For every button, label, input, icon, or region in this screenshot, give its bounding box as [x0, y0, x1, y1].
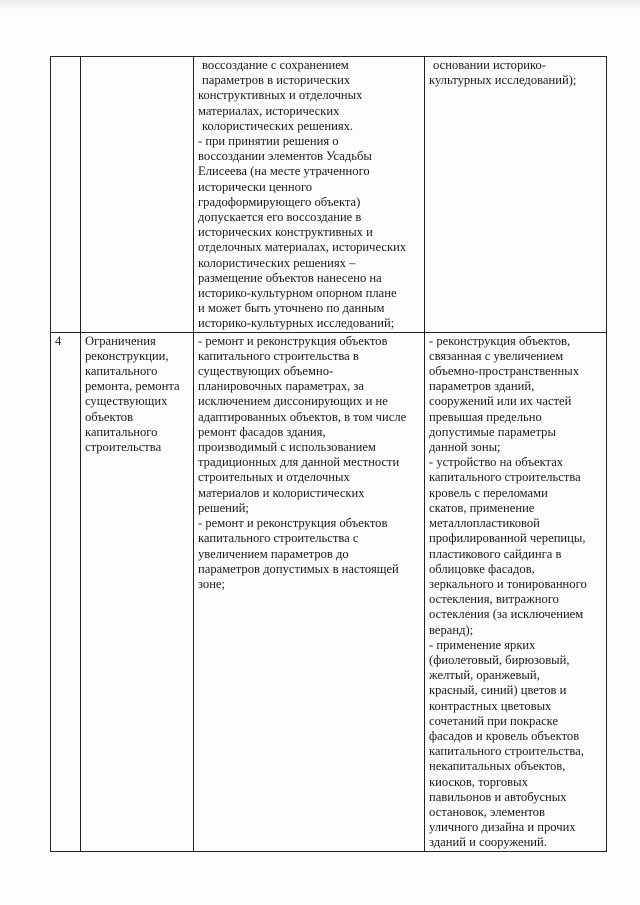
- text-line: Елисеева (на месте утраченного: [198, 164, 370, 179]
- text-line: веранд);: [429, 622, 474, 637]
- text-line: строительных и отделочных: [198, 470, 350, 485]
- text-line: строительства: [85, 440, 162, 455]
- text-line: капитального: [85, 364, 158, 379]
- text-line: планировочных параметрах, за: [198, 379, 364, 394]
- text-line: градоформирующего объекта): [198, 194, 361, 209]
- text-line: контрастных цветовых: [429, 698, 552, 713]
- text-line: желтый, оранжевый,: [429, 668, 540, 683]
- row-number-cell: [51, 57, 81, 333]
- text-line: капитального: [85, 424, 158, 439]
- text-line: исторически ценного: [198, 179, 313, 194]
- text-line: красный, синий) цветов и: [429, 683, 567, 698]
- text-line: пластикового сайдинга в: [429, 546, 562, 561]
- text-line: металлопластиковой: [429, 516, 540, 531]
- text-line: материалов и колористических: [198, 485, 365, 500]
- text-line: уличного дизайна и прочих: [429, 820, 576, 835]
- text-line: воссоздании элементов Усадьбы: [198, 149, 372, 164]
- text-line: объектов: [85, 409, 134, 424]
- text-line: - при принятии решения о: [198, 134, 339, 149]
- text-line: - устройство на объектах: [429, 455, 564, 470]
- text-line: исторических конструктивных и: [198, 225, 373, 240]
- text-line: допускается его воссоздание в: [198, 210, 362, 225]
- text-line: - ремонт и реконструкция объектов: [198, 333, 388, 348]
- text-line: историко-культурных исследований;: [198, 316, 395, 331]
- text-line: зеркального и тонированного: [429, 576, 587, 591]
- table-row-4: [51, 332, 607, 851]
- prohibited-cell: [425, 57, 607, 333]
- text-line: связанная с увеличением: [429, 348, 564, 363]
- text-line: зоне;: [198, 576, 226, 591]
- text-line: воссоздание с сохранением: [202, 58, 349, 72]
- text-line: профилированной черепицы,: [429, 531, 586, 546]
- text-line: решений;: [198, 500, 249, 515]
- text-line: сочетаний при покраске: [429, 713, 559, 728]
- text-line: объемно-пространственных: [429, 364, 580, 379]
- restriction-name-cell: [81, 57, 194, 333]
- text-line: капитального строительства,: [429, 744, 584, 759]
- text-line: скатов, применение: [429, 500, 535, 515]
- text-line: допустимые параметры: [429, 424, 556, 439]
- text-line: размещение объектов нанесено на: [198, 270, 382, 285]
- text-line: киосков, торговых: [429, 774, 528, 789]
- text-line: параметров зданий,: [429, 379, 535, 394]
- text-line: Ограничения: [85, 333, 156, 348]
- text-line: капитального строительства с: [198, 531, 359, 546]
- text-line: превышая предельно: [429, 409, 542, 424]
- table-row-continued: [51, 57, 607, 333]
- text-line: колористических решениях –: [198, 255, 356, 270]
- row-number-cell: [51, 332, 81, 851]
- text-line: традиционных для данной местности: [198, 455, 400, 470]
- text-line: облицовке фасадов,: [429, 561, 535, 576]
- scan-edge: [0, 0, 640, 10]
- text-line: ремонт фасадов здания,: [198, 424, 326, 439]
- text-line: сооружений или их частей: [429, 394, 572, 409]
- text-line: капитального строительства в: [198, 348, 359, 363]
- text-line: данной зоны;: [429, 440, 501, 455]
- restriction-name-cell: [81, 332, 194, 851]
- text-line: остекления (за исключением: [429, 607, 584, 622]
- text-line: увеличением параметров до: [198, 546, 349, 561]
- text-line: остановок, элементов: [429, 804, 545, 819]
- text-line: - ремонт и реконструкция объектов: [198, 516, 388, 531]
- text-line: некапитальных объектов,: [429, 759, 566, 774]
- text-line: историко-культурном опорном плане: [198, 286, 397, 301]
- text-line: существующих: [85, 394, 168, 409]
- text-line: и может быть уточнено по данным: [198, 301, 385, 316]
- text-line: культурных исследований);: [429, 73, 577, 88]
- text-line: - реконструкция объектов,: [429, 333, 571, 348]
- text-line: производимый с использованием: [198, 440, 376, 455]
- text-line: адаптированных объектов, в том числе: [198, 409, 407, 424]
- text-line: параметров в исторических: [202, 73, 351, 88]
- regulations-table: [50, 56, 607, 852]
- text-line: колористических решениях.: [202, 118, 354, 133]
- text-line: павильонов и автобусных: [429, 789, 567, 804]
- text-line: (фиолетовый, бирюзовый,: [429, 652, 570, 667]
- text-line: - применение ярких: [429, 637, 536, 652]
- text-line: ремонта, ремонта: [85, 379, 180, 394]
- text-line: материалах, исторических: [198, 103, 340, 118]
- text-line: фасадов и кровель объектов: [429, 728, 580, 743]
- text-line: существующих объемно-: [198, 364, 334, 379]
- row-number: 4: [55, 333, 62, 348]
- permitted-cell: [194, 57, 425, 333]
- text-line: реконструкции,: [85, 348, 169, 363]
- text-line: зданий и сооружений.: [429, 835, 547, 850]
- text-line: основании историко-: [433, 58, 546, 72]
- permitted-cell: [194, 332, 425, 851]
- text-line: исключением диссонирующих и не: [198, 394, 388, 409]
- text-line: кровель с переломами: [429, 485, 548, 500]
- text-line: капитального строительства: [429, 470, 581, 485]
- text-line: параметров допустимых в настоящей: [198, 561, 399, 576]
- text-line: отделочных материалах, исторических: [198, 240, 407, 255]
- text-line: остекления, витражного: [429, 592, 559, 607]
- prohibited-cell: [425, 332, 607, 851]
- text-line: конструктивных и отделочных: [198, 88, 363, 103]
